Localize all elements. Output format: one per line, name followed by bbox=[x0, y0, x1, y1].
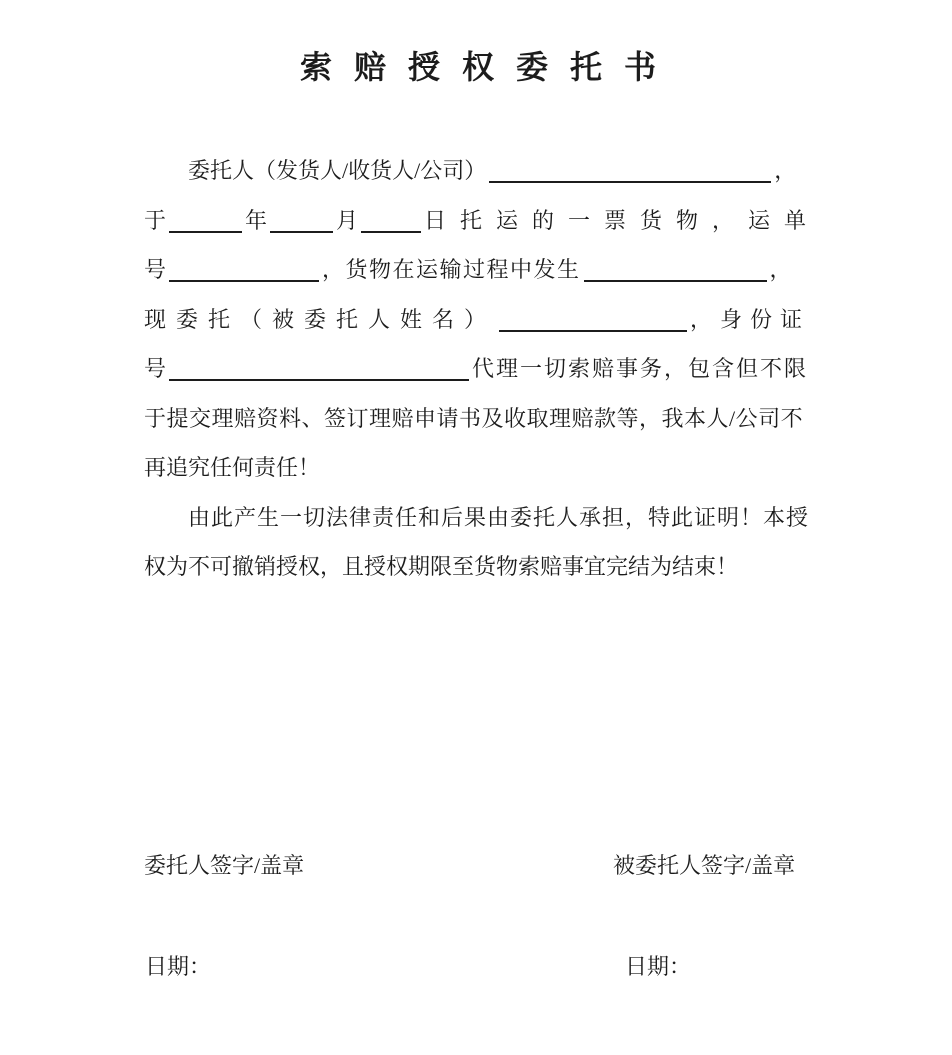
fill-in-blank bbox=[169, 357, 469, 381]
text-segment: 委托人（发货人/收货人/公司） bbox=[188, 158, 487, 183]
document-line bbox=[144, 344, 824, 394]
fill-in-blank bbox=[361, 209, 421, 233]
document-line bbox=[144, 245, 824, 295]
document-line bbox=[144, 146, 824, 196]
fill-in-blank bbox=[270, 209, 333, 233]
text-segment: ，身份证 bbox=[690, 306, 811, 332]
text-segment: 权为不可撤销授权，且授权期限至货物索赔事宜完结为结束！ bbox=[144, 554, 739, 579]
document-line bbox=[144, 443, 824, 493]
agent-signature-label: 被委托人签字/盖章 bbox=[613, 853, 796, 878]
document-line bbox=[144, 493, 824, 543]
text-segment: 现委托（被委托人姓名） bbox=[144, 306, 497, 332]
document-body bbox=[144, 146, 824, 592]
fill-in-blank bbox=[169, 209, 242, 233]
text-segment: 年 bbox=[245, 207, 268, 233]
text-segment: 再追究任何责任！ bbox=[144, 455, 321, 480]
fill-in-blank bbox=[489, 159, 771, 183]
document-line bbox=[144, 295, 824, 345]
text-segment: ， bbox=[769, 257, 792, 282]
text-segment: 由此产生一切法律责任和后果由委托人承担，特此证明！本授 bbox=[188, 504, 810, 530]
document-line bbox=[144, 542, 824, 592]
agent-date-label: 日期： bbox=[625, 954, 692, 979]
text-segment: 代理一切索赔事务，包含但不限 bbox=[472, 356, 809, 381]
document-line bbox=[144, 394, 824, 444]
fill-in-blank bbox=[499, 308, 687, 332]
document-line bbox=[144, 196, 824, 246]
fill-in-blank bbox=[169, 258, 319, 282]
principal-date-label: 日期： bbox=[145, 954, 212, 979]
fill-in-blank bbox=[584, 258, 767, 282]
text-segment: 于提交理赔资料、签订理赔申请书及收取理赔款等，我本人/公司不 bbox=[144, 405, 804, 431]
text-segment: ， bbox=[774, 158, 797, 183]
text-segment: ，货物在运输过程中发生 bbox=[322, 257, 581, 282]
principal-signature-label: 委托人签字/盖章 bbox=[144, 853, 305, 878]
text-segment: 号 bbox=[144, 257, 167, 282]
text-segment: 日托运的一票货物，运单 bbox=[424, 207, 821, 233]
document-title: 索赔授权委托书 bbox=[299, 49, 678, 85]
text-segment: 号 bbox=[144, 356, 167, 381]
text-segment: 月 bbox=[336, 207, 359, 233]
text-segment: 于 bbox=[144, 207, 167, 233]
